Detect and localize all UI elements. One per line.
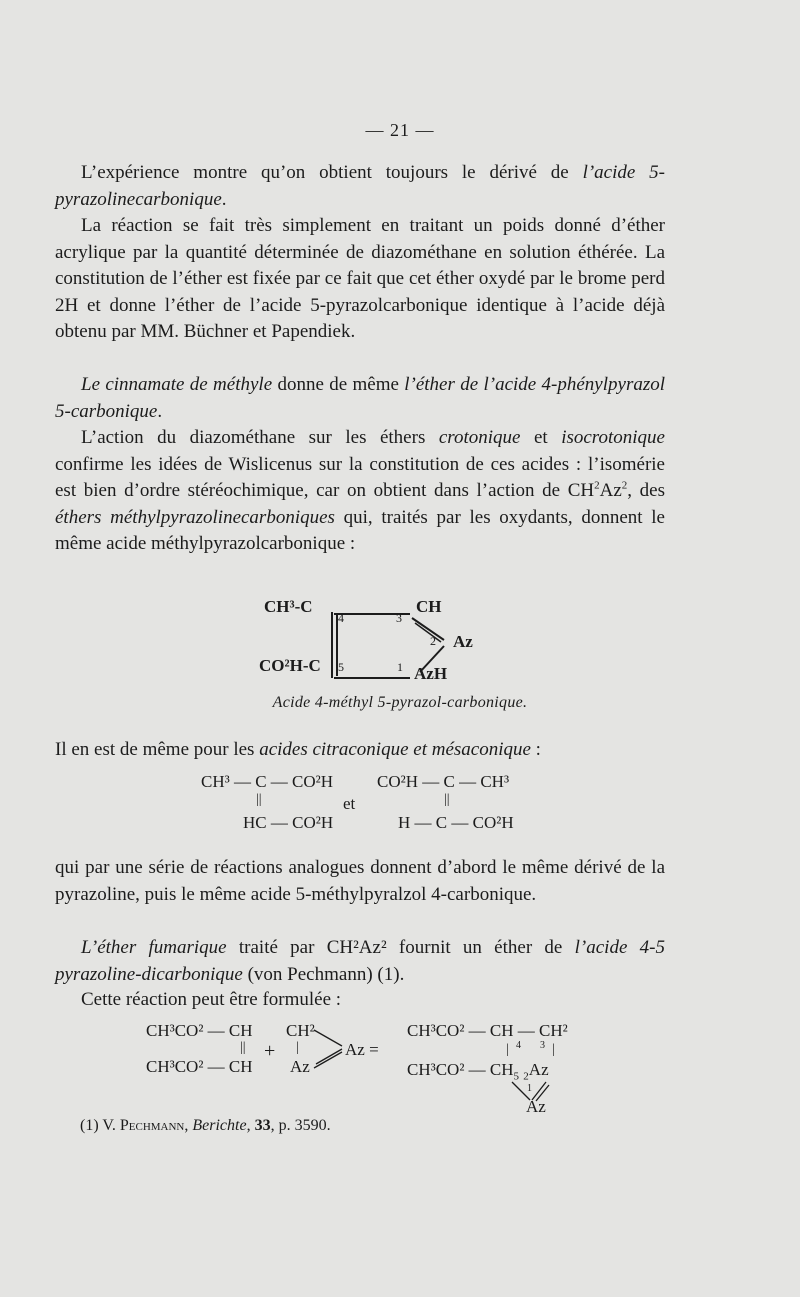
f3-az-equals: Az = bbox=[345, 1040, 379, 1059]
f3-reactant-a-top: CH³CO² — CH bbox=[146, 1021, 253, 1040]
f3-az-bonds bbox=[312, 1026, 348, 1072]
ring-num-1: 1 bbox=[397, 660, 403, 674]
footnote: (1) V. Pechmann, Berichte, 33, p. 3590. bbox=[80, 1117, 331, 1134]
f3-product-top: CH³CO² — CH — CH² bbox=[407, 1021, 568, 1040]
ring-right-bottom: AzH bbox=[414, 664, 448, 683]
ring-right-mid: Az bbox=[453, 632, 473, 651]
paragraph-1: L’expérience montre qu’on obtient toujours le dérivé de l’acide 5-pyrazolinecarbonique. bbox=[55, 162, 666, 210]
formula2-et: et bbox=[343, 794, 356, 813]
paragraph-8: Cette réaction peut être formulée : bbox=[81, 989, 342, 1010]
paragraph-6: qui par une série de réactions analogues donnent d’abord le même dérivé de la pyrazoline, puis le même acide 5-méthylpyralzol 4-carbonique. bbox=[55, 857, 665, 905]
f3-reactant-a-bond: || bbox=[240, 1040, 246, 1055]
paragraph-2: La réaction se fait très simplement en traitant un poids donné d’éther acrylique par la quantité déterminée de diazométhane en solution éthérée. La constitution de l’éther est fixée par ce fait que cet éther oxydé par le brome perd 2H et donne l’éther de l’acide 5-pyrazolcarbonique identique à l’acide déjà obtenu par MM. Büchner et Papendiek. bbox=[55, 215, 665, 342]
paragraph-3: Le cinnamate de méthyle donne de même l’éther de l’acide 4-phénylpyrazol 5-carbonique. bbox=[55, 374, 666, 422]
formula2-right-bond: || bbox=[444, 792, 450, 807]
formula2-left-bond: || bbox=[256, 792, 262, 807]
ring-num-3: 3 bbox=[396, 611, 402, 625]
formula2-right-bottom: H — C — CO²H bbox=[398, 813, 514, 832]
ring-left-top: CH³-C bbox=[264, 597, 313, 616]
f3-product-num-3: 3 bbox=[540, 1040, 545, 1051]
f3-product-num-1: 1 bbox=[527, 1083, 532, 1094]
f3-product-az: Az bbox=[526, 1097, 546, 1116]
f3-product-bottom: CH³CO² — $CH_5$ $_2$Az bbox=[407, 1060, 549, 1083]
paragraph-4: L’action du diazométhane sur les éthers crotonique et isocrotonique confirme les idées de Wislicenus sur la constitution de ces acides : l’isomérie est bien d’ordre stéréochimique, car on obtient dans l’action de $CH^2Az^2$, des éthers méthylpyrazolinecarboniques qui, traités par les oxydants, donnent le même acide méthylpyrazolcarbonique : bbox=[55, 427, 666, 554]
f3-product-bond-left: | bbox=[506, 1042, 509, 1057]
ring-right-top: CH bbox=[416, 597, 442, 616]
ring-num-5: 5 bbox=[338, 660, 344, 674]
ring-left-bottom: CO²H-C bbox=[259, 656, 321, 675]
page-number: — 21 — bbox=[365, 120, 435, 140]
figure-caption: Acide 4-méthyl 5-pyrazol-carbonique. bbox=[272, 694, 528, 711]
f3-reactant-b-top: CH² bbox=[286, 1021, 315, 1040]
ring-num-2: 2 bbox=[430, 634, 436, 648]
f3-plus: + bbox=[264, 1040, 276, 1062]
paragraph-5: Il en est de même pour les acides citraconique et mésaconique : bbox=[55, 739, 541, 760]
f3-reactant-b-bond: | bbox=[296, 1040, 299, 1055]
f3-reactant-b-bottom: Az bbox=[290, 1057, 310, 1076]
f3-product-num-4: 4 bbox=[516, 1040, 521, 1051]
f3-product-bond-right: | bbox=[552, 1042, 555, 1057]
f3-reactant-a-bottom: CH³CO² — CH bbox=[146, 1057, 253, 1076]
ring-num-4: 4 bbox=[338, 611, 344, 625]
formula2-right-top: CO²H — C — CH³ bbox=[377, 772, 510, 791]
formula2-left-top: CH³ — C — CO²H bbox=[201, 772, 334, 791]
paragraph-7: L’éther fumarique traité par CH²Az² fournit un éther de l’acide 4-5 pyrazoline-dicarbonique (von Pechmann) (1). bbox=[55, 937, 665, 985]
formula2-left-bottom: HC — CO²H bbox=[243, 813, 334, 832]
